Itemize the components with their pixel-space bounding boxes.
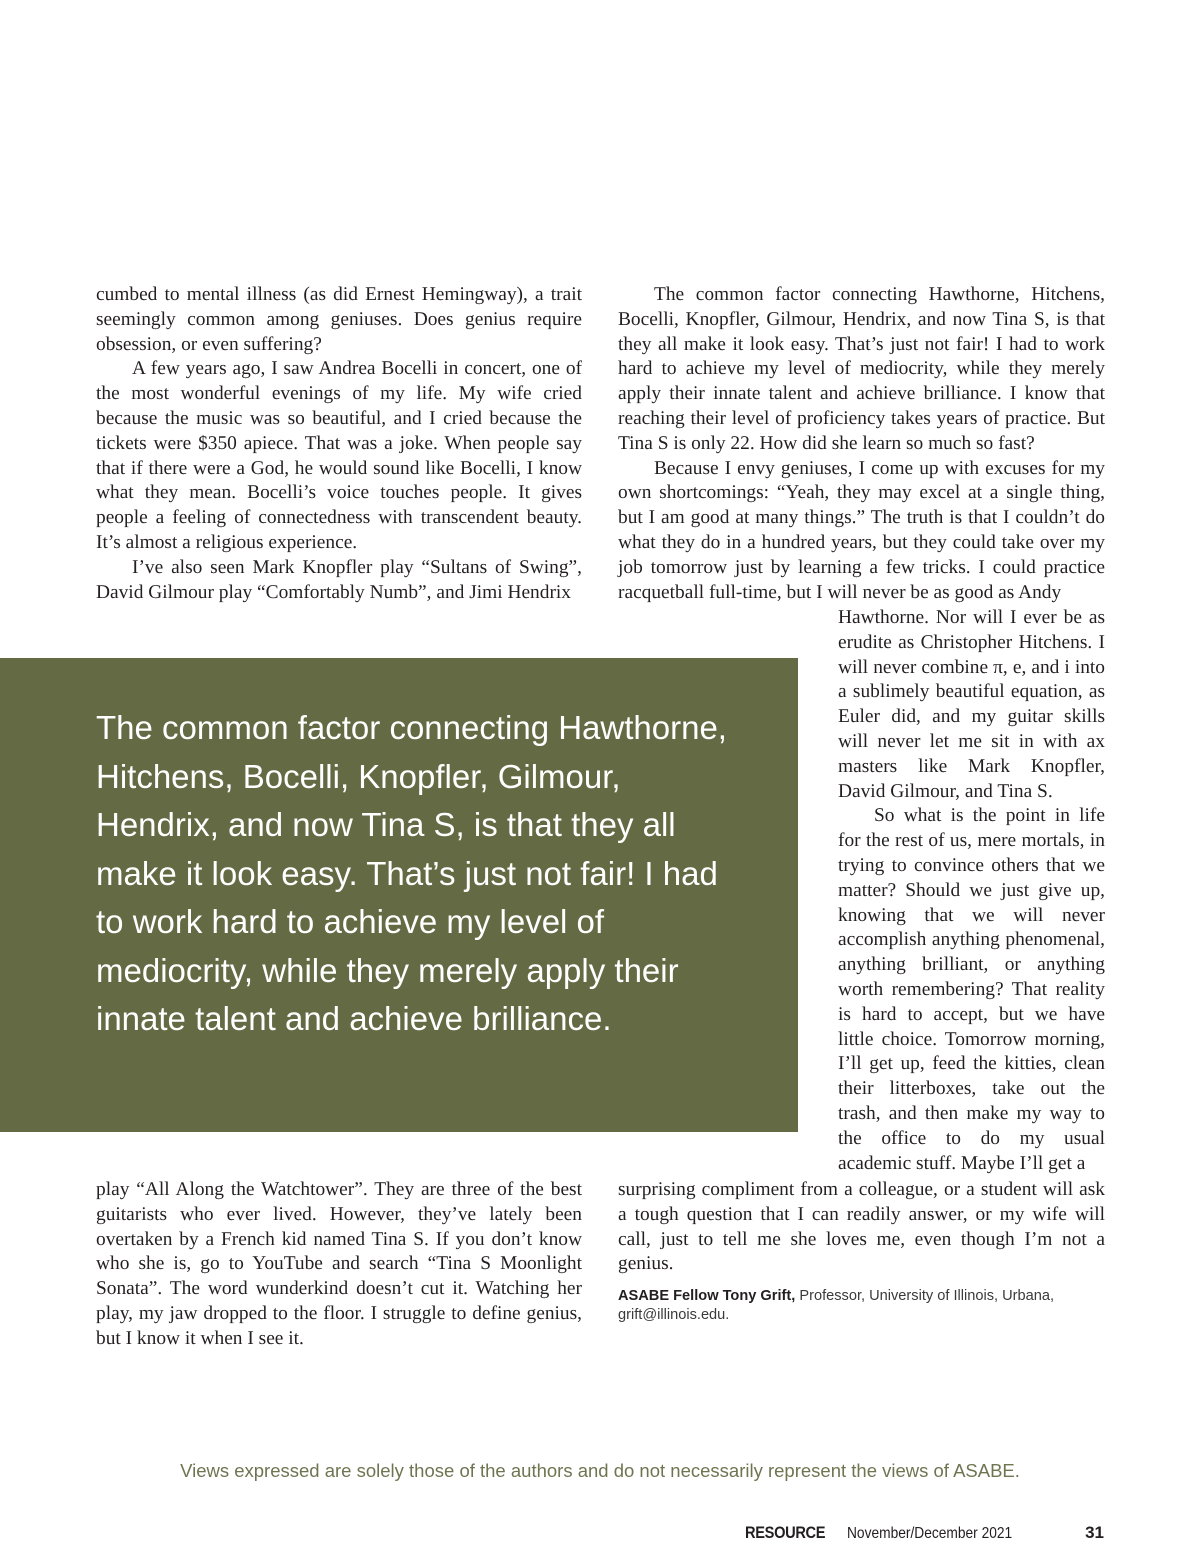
paragraph: surprising compliment from a colleague, or a student will ask a tough question that I can readily answer, or my wife will call, just to tell me she loves me, even though I’m not a genius. (618, 1179, 1105, 1275)
author-details: Professor, University of Illinois, Urbana, grift@illinois.edu. (618, 1288, 1055, 1323)
page-number: 31 (1085, 1523, 1104, 1542)
page-footer (732, 1523, 1104, 1547)
paragraph: So what is the point in life for the rest of us, mere mortals, in trying to convince others that we matter? Should we just give up, knowing that we will never accomplish anything phenomenal, anything brilliant, or anything worth remembering? That reality is hard to accept, but we have little choice. Tomorrow morning, I’ll get up, feed the kitties, clean their litterboxes, take out the trash, and then make my way to the office to do my usual academic stuff. Maybe I’ll get a (838, 805, 1105, 1174)
paragraph: play “All Along the Watchtower”. They are three of the best guitarists who ever lived. However, they’ve lately been overtaken by a French kid named Tina S. If you don’t know who she is, go to YouTube and search “Tina S Moonlight Sonata”. The word wunderkind doesn’t cut it. Watching her play, my jaw dropped to the floor. I struggle to define genius, but I know it when I see it. (96, 1179, 582, 1349)
article-column-left-bottom (96, 1178, 582, 1352)
pull-quote-box (0, 658, 798, 1132)
author-byline (618, 1287, 1108, 1325)
paragraph: Because I envy geniuses, I come up with excuses for my own shortcomings: “Yeah, they may excel at a single thing, but I am good at many things.” The truth is that I couldn’t do what they do in a hundred years, but they could take over my job tomorrow just by learning a few tricks. I could practice racquetball full-time, but I will never be as good as Andy (618, 457, 1105, 603)
pull-quote-text: The common factor connecting Hawthorne, Hitchens, Bocelli, Knopfler, Gilmour, Hendrix, and now Tina S, is that they all make it look easy. That’s just not fair! I had to work hard to achieve my level of mediocrity, while they merely apply their innate talent and achieve brilliance. (96, 709, 727, 1037)
article-column-right-top (618, 283, 1105, 605)
magazine-name: RESOURCE (744, 1523, 825, 1542)
paragraph: cumbed to mental illness (as did Ernest Hemingway), a trait seemingly common among geniuses. Does genius require obsession, or even suffering? (96, 284, 582, 355)
issue-date: November/December 2021 (846, 1525, 1013, 1542)
paragraph: Hawthorne. Nor will I ever be as erudite as Christopher Hitchens. I will never combine π, e, and i into a sublimely beautiful equation, as Euler did, and my guitar skills will never let me sit in with ax masters like Mark Knopfler, David Gilmour, and Tina S. (838, 607, 1105, 802)
disclaimer: Views expressed are solely those of the authors and do not necessarily represent the views of ASABE. (180, 1460, 1020, 1481)
article-column-right-narrow (838, 606, 1105, 1176)
author-name: ASABE Fellow Tony Grift, (618, 1288, 796, 1304)
paragraph: I’ve also seen Mark Knopfler play “Sultans of Swing”, David Gilmour play “Comfortably Numb”, and Jimi Hendrix (96, 556, 582, 603)
article-column-left-top (96, 283, 582, 605)
paragraph: A few years ago, I saw Andrea Bocelli in concert, one of the most wonderful evenings of my life. My wife cried because the music was so beautiful, and I cried because the tickets were $350 apiece. That was a joke. When people say that if there were a God, he would sound like Bocelli, I know what they mean. Bocelli’s voice touches people. It gives people a feeling of connectedness with transcendent beauty. It’s almost a religious experience. (96, 358, 582, 553)
paragraph: The common factor connecting Hawthorne, Hitchens, Bocelli, Knopfler, Gilmour, Hendrix, and now Tina S, is that they all make it look easy. That’s just not fair! I had to work hard to achieve my level of mediocrity, while they merely apply their innate talent and achieve brilliance. I know that reaching their level of proficiency takes years of practice. But Tina S is only 22. How did she learn so much so fast? (618, 284, 1105, 454)
article-column-right-bottom (618, 1178, 1105, 1277)
